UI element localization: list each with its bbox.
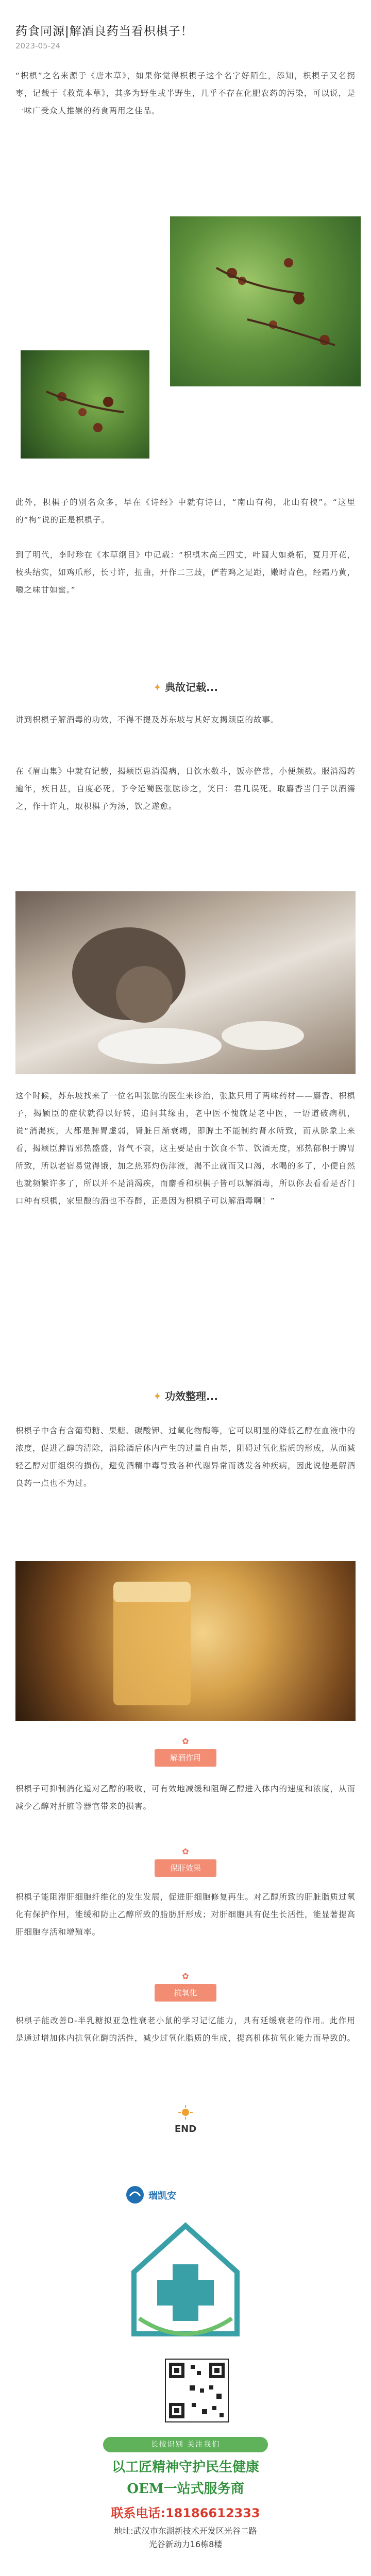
sparkle-icon: ✦ bbox=[153, 681, 165, 693]
contact-phone: 联系电话:18186612333 bbox=[111, 2506, 260, 2520]
qr-code[interactable] bbox=[165, 2359, 229, 2422]
fruit-photo-small bbox=[21, 350, 149, 459]
intro-paragraph-3: 到了明代，李时珍在《本草纲目》中记载：“枳椇木高三四丈，叶圆大如桑柘，夏月开花，枝头结实，如鸡爪形，长寸许，扭曲，开作二三歧，俨若鸡之足距，嫩时青色，经霜乃黄，嚼之味甘如蜜。” bbox=[15, 550, 356, 595]
fruit-illustration bbox=[170, 216, 361, 386]
badge-detox: 解酒作用 bbox=[155, 1749, 216, 1767]
intro-paragraph-1: “枳椇”之名来源于《唐本草》，如果你觉得枳椇子这个名字好陌生，添知，枳椇子又名拐枣，记载于《救荒本草》，其多为野生或半野生，几乎不存在化肥农药的污染，可以说，是一味广受众人推崇的药食两用之佳品。 bbox=[15, 71, 356, 115]
tea-glass-illustration bbox=[15, 1561, 356, 1721]
slogan-line-2: OEM一站式服务商 bbox=[127, 2481, 244, 2497]
house-shield-icon bbox=[124, 2215, 247, 2344]
follow-banner: 长按识别 关注我们 bbox=[103, 2437, 268, 2452]
ribbon-star-icon: ✿ bbox=[182, 1736, 189, 1746]
story-paragraph-1: 讲到枳椇子解酒毒的功效，不得不提及苏东坡与其好友揭颖臣的故事。 bbox=[15, 715, 279, 724]
brand-logo-icon bbox=[125, 2184, 145, 2205]
effect-detox-text: 枳椇子可抑制消化道对乙醇的吸收，可有效地减缓和阻碍乙醇进入体内的速度和浓度，从而减少乙醇对肝脏等器官带来的损害。 bbox=[15, 1784, 356, 1811]
badge-liver: 保肝效果 bbox=[155, 1859, 216, 1877]
brand-name: 瑞凯安 bbox=[148, 2191, 176, 2201]
story-paragraph-2: 在《眉山集》中就有记载，揭颖臣患消渴病，日饮水数斗，饭亦倍常，小便频数。服消渴药逾年，疾日甚，自度必死。予令延蜀医张肱诊之，笑曰：君几误死。取麝香当门子以酒濡之，作十许丸，取枳椇子为汤，饮之遂愈。 bbox=[15, 767, 356, 811]
section-heading-story: ✦ 典故记载... bbox=[153, 681, 218, 693]
fruit-photo-large bbox=[170, 216, 361, 386]
slogan-line-1: 以工匠精神守护民生健康 bbox=[111, 2460, 259, 2475]
sun-icon bbox=[178, 2105, 193, 2120]
cat-drinking-photo bbox=[15, 891, 356, 1074]
tea-glass-photo bbox=[15, 1561, 356, 1721]
effect-antioxidant-text: 枳椇子能改善D-半乳糖拟亚急性衰老小鼠的学习记忆能力，具有延缓衰老的作用。此作用是通过增加体内抗氧化酶的活性，减少过氧化脂质的生成，提高机体抗氧化能力而导致的。 bbox=[15, 2016, 356, 2043]
contact-address-2: 光谷新动力16栋8楼 bbox=[148, 2539, 223, 2549]
badge-antioxidant: 抗氧化 bbox=[155, 1984, 216, 2002]
fruit-cluster-illustration bbox=[21, 350, 149, 459]
section-heading-effect: ✦ 功效整理... bbox=[153, 1390, 218, 1402]
effect-liver-text: 枳椇子能阻滞肝细胞纤维化的发生发展，促进肝细胞修复再生。对乙醇所致的肝脏脂质过氧化有保护作用，能缓和防止乙醇所致的脂肪肝形成；对肝细胞具有促生长活性，能显著提高肝细胞存活和增殖率。 bbox=[15, 1892, 356, 1937]
article-date: 2023-05-24 bbox=[15, 41, 61, 50]
brand-logo bbox=[125, 2184, 197, 2205]
cat-bowl-illustration bbox=[15, 891, 356, 1074]
end-marker: END bbox=[174, 2124, 197, 2134]
ribbon-star-icon: ✿ bbox=[182, 1971, 189, 1981]
sparkle-icon: ✦ bbox=[153, 1390, 165, 1402]
story-paragraph-3: 这个时候，苏东坡找来了一位名叫张肱的医生来诊治，张肱只用了两味药材——麝香、枳椇子，揭颖臣的症状就得以好转，追问其缘由，老中医不愧就是老中医，一语道破病机，说“消渴疾，大都是脾胃虚弱，肾脏日渐衰竭，即脾土不能制约肾水所致，而从脉象上来看，揭颖臣脾胃邪热盛盛，肾气不衰，这主要是由于饮食不节、饮酒无度，邪热郁积于脾胃所致，所以老宿易觉得饿，加之热邪灼伤津液，渴不止就而又口渴，水喝的多了，小便自然也就频繁许多了，所以并不是消渴疾，而麝香和枳椇子皆可以解酒毒，所以你去看看是否门口种有枳椇，家里酿的酒也不吞醉，正是因为枳椇子可以解酒毒啊！” bbox=[15, 1091, 356, 1206]
contact-address-1: 地址:武汉市东湖新技术开发区光谷二路 bbox=[114, 2526, 257, 2536]
effect-paragraph-1: 枳椇子中含有含葡萄糖、果糖、碳酸钾、过氧化物酶等，它可以明显的降低乙醇在血液中的浓度，促进乙醇的清除，消除酒后体内产生的过量自由基，阻碍过氧化脂质的形成，从而减轻乙醇对肝组织的损伤，避免酒精中毒导致各种代谢异常而诱发各种疾病，因此说他是解酒良药一点也不为过。 bbox=[15, 1426, 356, 1488]
ribbon-star-icon: ✿ bbox=[182, 1846, 189, 1856]
article-title: 药食同源|解酒良药当看枳椇子！ bbox=[15, 25, 193, 38]
intro-paragraph-2: 此外，枳椇子的别名众多，早在《诗经》中就有诗曰，“南山有枸，北山有楰”。“这里的“枸”说的正是枳椇子。 bbox=[15, 498, 356, 524]
